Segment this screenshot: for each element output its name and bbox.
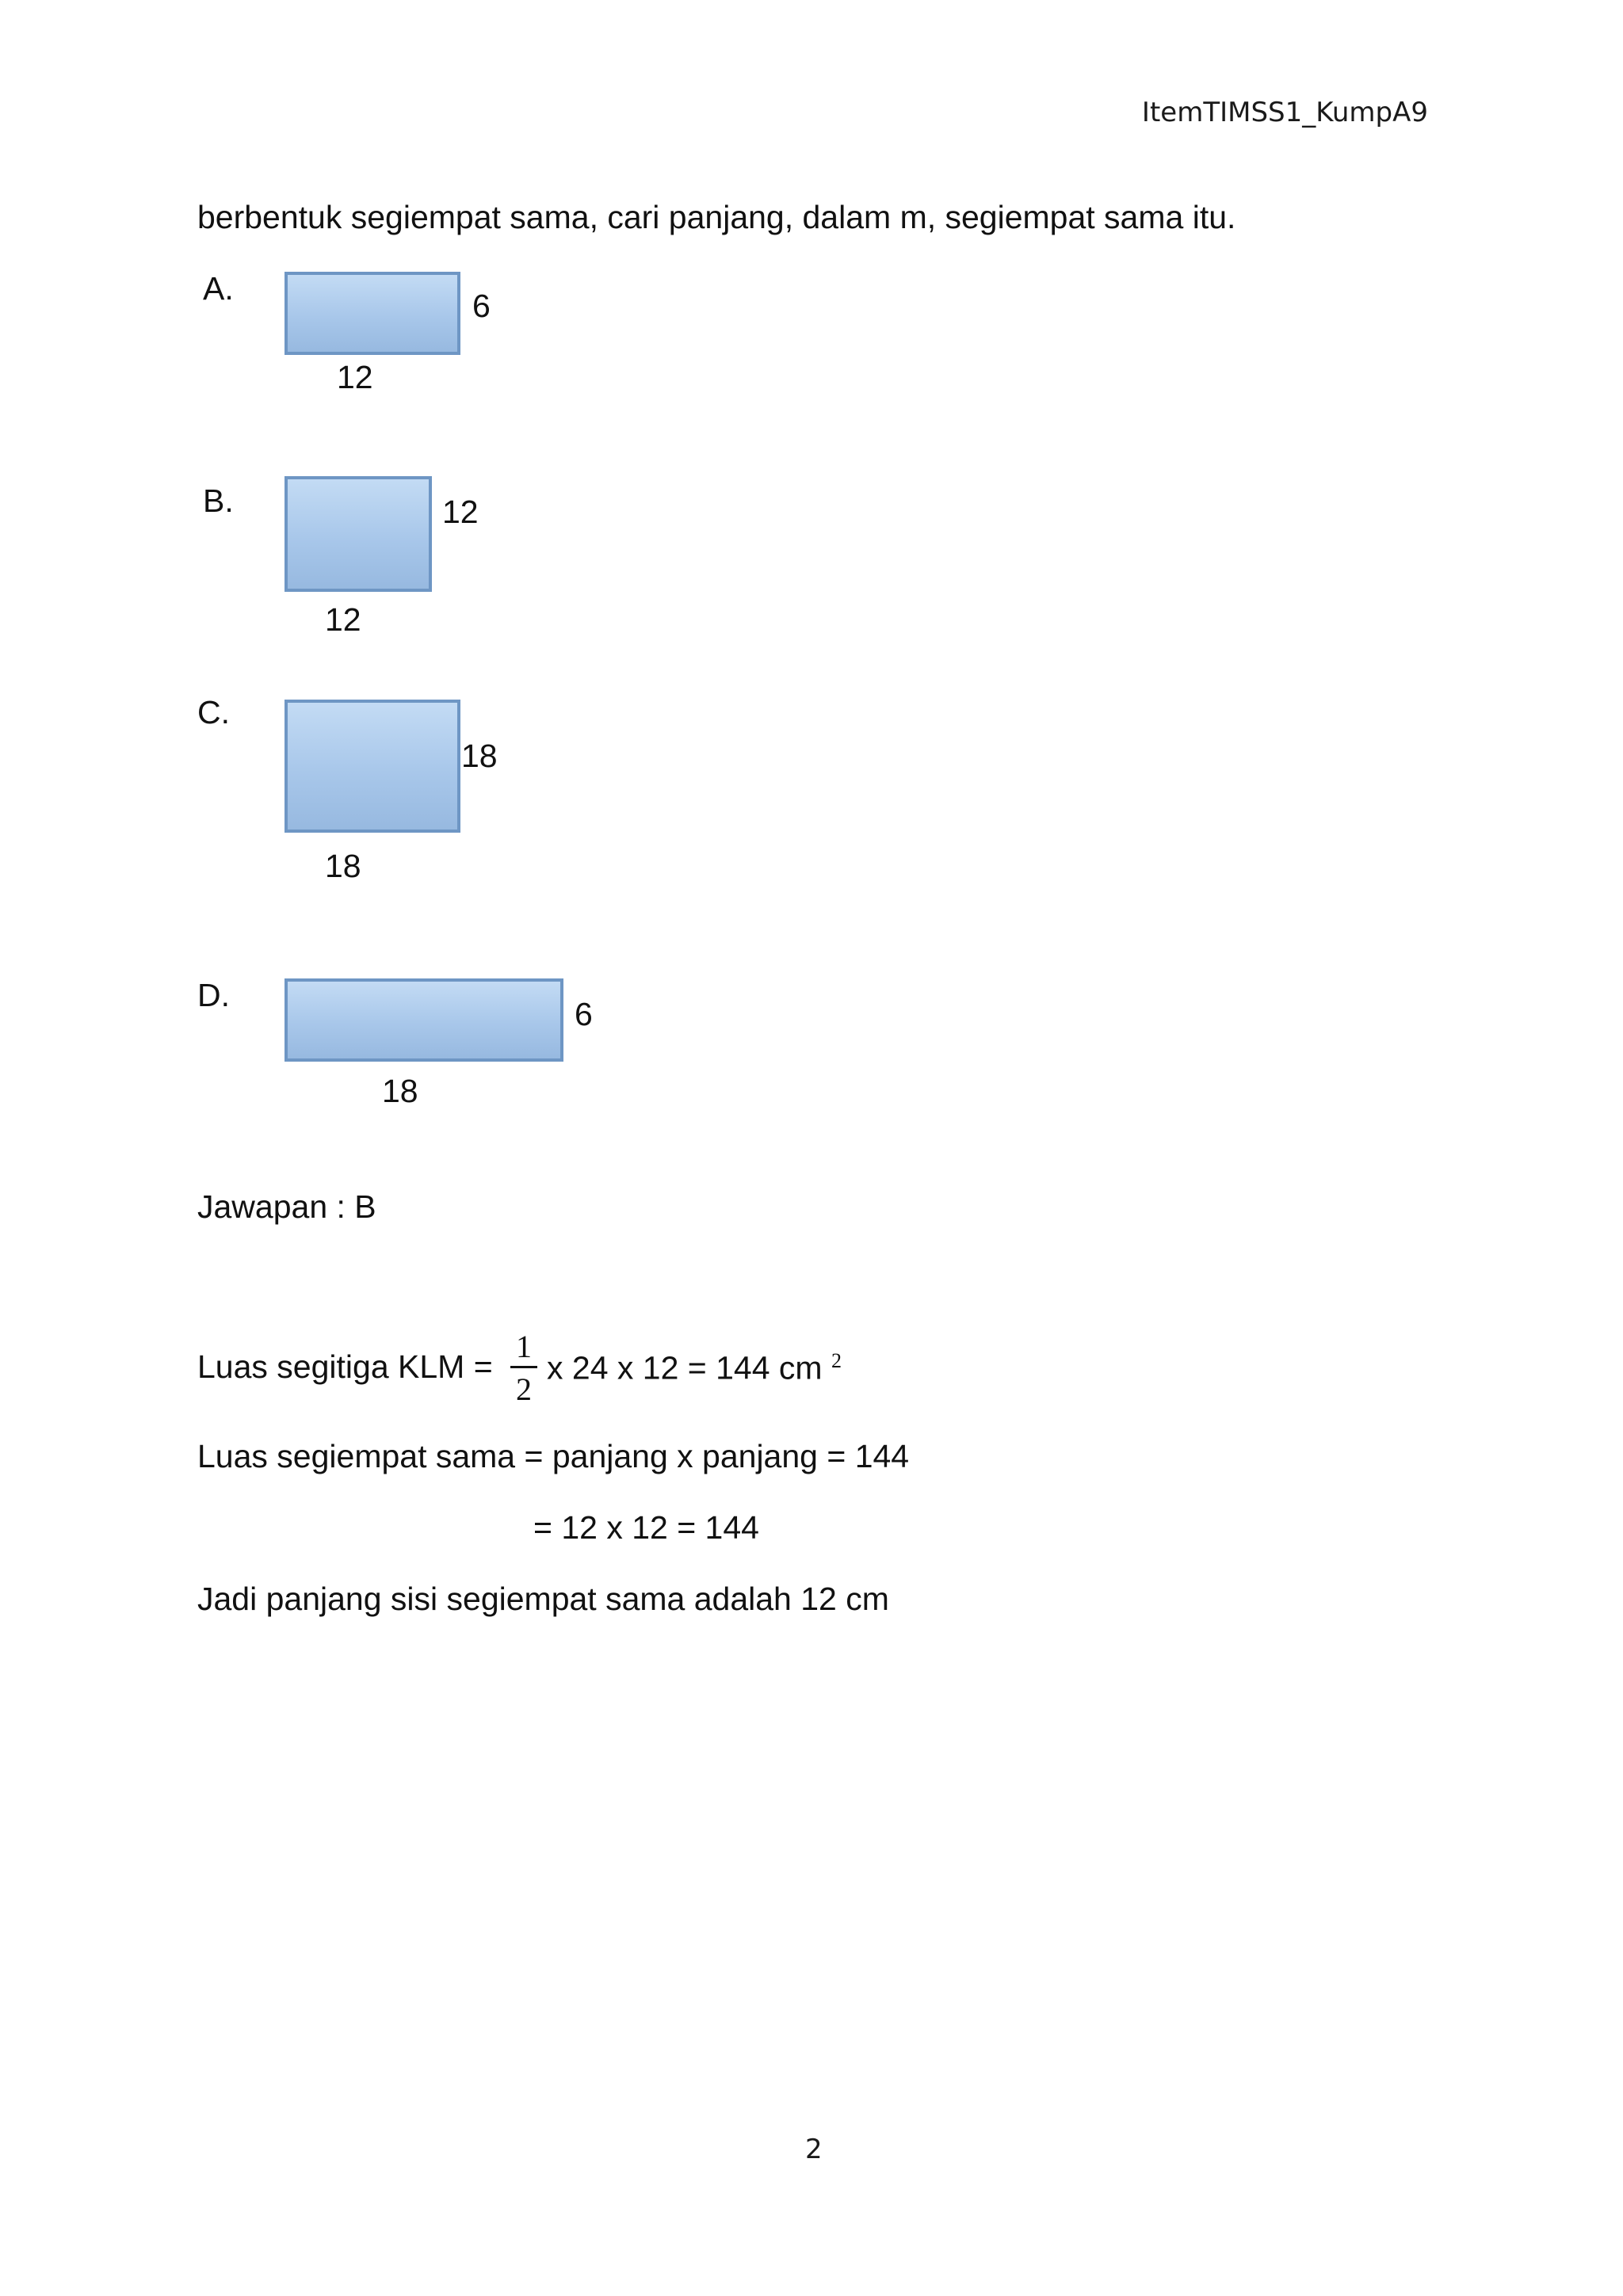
option-b-rectangle bbox=[285, 476, 432, 592]
option-b-width-label: 12 bbox=[325, 601, 361, 638]
solution-line1-prefix: Luas segitiga KLM = bbox=[197, 1348, 493, 1385]
fraction-bar bbox=[510, 1366, 537, 1368]
option-letter: B. bbox=[203, 482, 234, 519]
squared-exponent: 2 bbox=[831, 1349, 842, 1372]
option-a-width-label: 12 bbox=[337, 359, 373, 395]
question-text: berbentuk segiempat sama, cari panjang, dalam m, segiempat sama itu. bbox=[197, 199, 1236, 235]
solution-line1-expression: x 24 x 12 = 144 cm bbox=[547, 1349, 823, 1386]
option-d-height-label: 6 bbox=[575, 996, 593, 1032]
solution-line2: Luas segiempat sama = panjang x panjang = 144 bbox=[197, 1438, 910, 1474]
fraction-denominator: 2 bbox=[516, 1371, 532, 1407]
solution-line3: = 12 x 12 = 144 bbox=[533, 1509, 759, 1546]
page-number: 2 bbox=[805, 2134, 823, 2165]
option-d-rectangle bbox=[285, 978, 563, 1062]
option-c-width-label: 18 bbox=[325, 848, 361, 884]
option-letter: D. bbox=[197, 977, 230, 1013]
header-code: ItemTIMSS1_KumpA9 bbox=[1141, 97, 1428, 128]
solution-line1-suffix bbox=[547, 1351, 842, 1385]
option-c-height-label: 18 bbox=[461, 738, 498, 774]
solution-line4: Jadi panjang sisi segiempat sama adalah 12 cm bbox=[197, 1581, 889, 1617]
option-a-height-label: 6 bbox=[472, 288, 491, 324]
option-letter: A. bbox=[203, 270, 234, 307]
option-b-height-label: 12 bbox=[442, 494, 479, 530]
fraction-numerator: 1 bbox=[516, 1329, 532, 1364]
option-a-rectangle bbox=[285, 272, 460, 355]
option-c-rectangle bbox=[285, 700, 460, 833]
answer-text: Jawapan : B bbox=[197, 1188, 376, 1225]
option-letter: C. bbox=[197, 694, 230, 730]
option-d-width-label: 18 bbox=[382, 1073, 418, 1109]
